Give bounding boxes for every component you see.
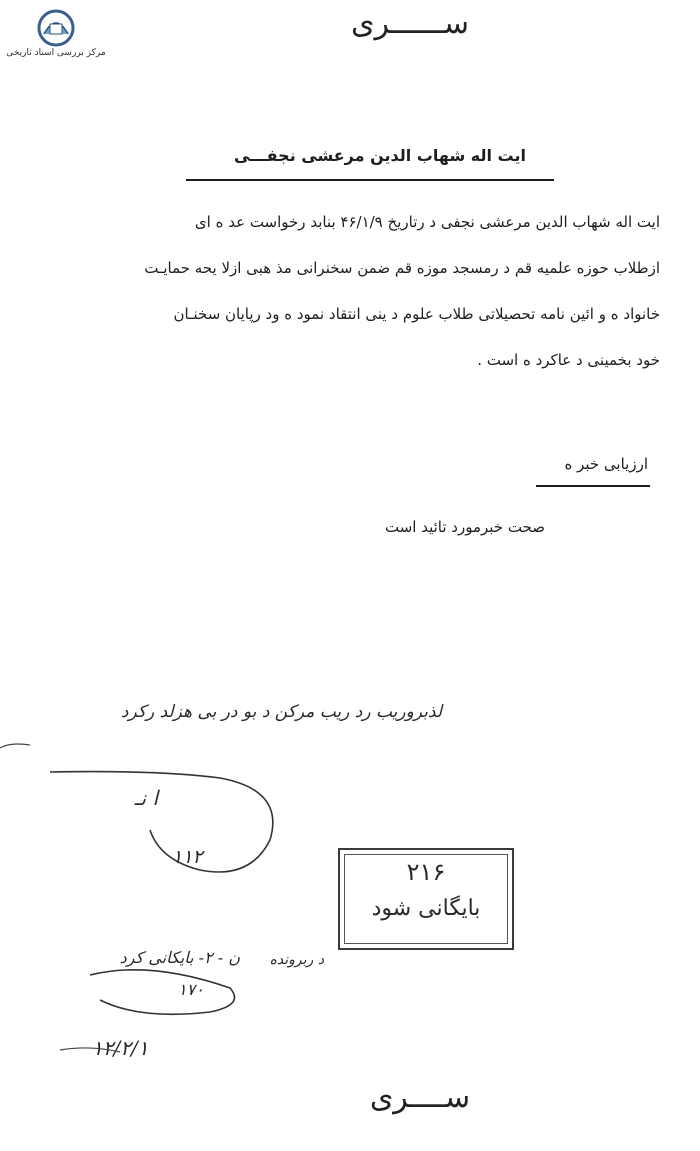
classification-bottom: ســــری xyxy=(369,1080,471,1115)
handwritten-date: ۱۲/۲/۱ xyxy=(92,1036,149,1060)
evaluation-label: ارزیابی خبر ه xyxy=(564,455,648,473)
document-subject: ایت اله شهاب الدین مرعشی نجفـــی xyxy=(234,146,526,165)
handwritten-archive-number: ن - ۲- بایکانی کرد xyxy=(119,948,240,967)
archive-logo-text: مرکز بررسی اسناد تاریخی xyxy=(6,48,106,58)
classification-top: ســــــری xyxy=(351,6,469,41)
margin-stroke xyxy=(0,744,30,748)
handwritten-number: ۱۱۲ xyxy=(172,846,203,868)
handwritten-archive-line: د ربرونده xyxy=(269,952,324,968)
archive-loop-stroke xyxy=(90,970,235,1015)
handwritten-ref: ۱۷۰ xyxy=(178,980,204,999)
body-line-2: ازطلاب حوزه علمیه قم د رمسجد موزه قم ضمن سخنرانی مذ هبی ازلا یحه حمایـت xyxy=(144,259,660,277)
body-line-4: خود بخمینی د عاکرد ه است . xyxy=(477,351,660,369)
handwritten-initial: ا نـ xyxy=(134,786,158,810)
bracket-stroke xyxy=(50,772,273,872)
evaluation-text: صحت خبرمورد تائید است xyxy=(384,518,545,536)
stamp-text: بایگانی شود xyxy=(371,896,481,921)
body-line-3: خانواد ه و ائین نامه تحصیلاتی طلاب علوم د ینی انتقاد نمود ه ود رپایان سخنـان xyxy=(173,305,660,323)
stamp-number: ۲۱۶ xyxy=(406,858,446,886)
body-line-1: ایت اله شهاب الدین مرعشی نجفی د رتاریخ ۴۶/۱/۹ بنابد رخواست عد ه ای xyxy=(194,213,660,231)
date-stroke xyxy=(60,1048,120,1052)
handwritten-note: لذبروریب رد ریب مرکن د بو در بی هزلد رکرد xyxy=(120,702,442,722)
